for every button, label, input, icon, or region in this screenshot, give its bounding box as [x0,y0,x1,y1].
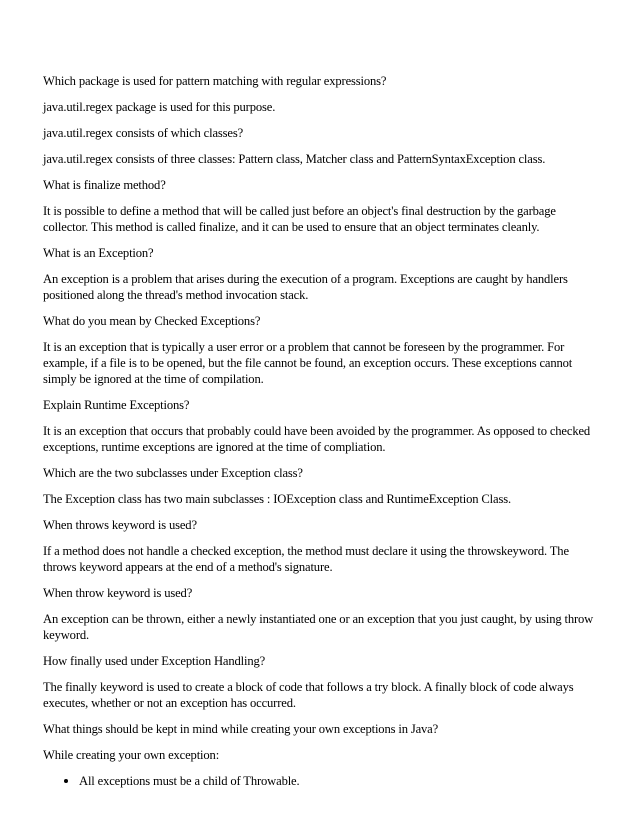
answer-text: While creating your own exception: [43,748,220,762]
answer-text: It is an exception that is typically a user error or a problem that cannot be foreseen by the programmer. For example, if a file is to be opened, but the file cannot be found, an exception occurs. These exceptions cannot simply be ignored at the time of compilation. [43,340,573,386]
question-text: Which are the two subclasses under Exception class? [43,466,303,480]
question-text: What is finalize method? [43,178,166,192]
answer-text: It is an exception that occurs that probably could have been avoided by the programmer. As opposed to checked exceptions, runtime exceptions are ignored at the time of compliation. [43,424,591,454]
bullet-icon [64,779,68,783]
answer-text: java.util.regex package is used for this purpose. [43,100,276,114]
answer-text: An exception is a problem that arises during the execution of a program. Exceptions are caught by handlers positioned along the thread's method invocation stack. [43,272,568,302]
answer-text: If a method does not handle a checked exception, the method must declare it using the throwskeyword. The throws keyword appears at the end of a method's signature. [43,544,569,574]
question-text: How finally used under Exception Handling? [43,654,266,668]
question-text: What is an Exception? [43,246,154,260]
question-text: What things should be kept in mind while creating your own exceptions in Java? [43,722,439,736]
question-text: When throw keyword is used? [43,586,193,600]
question-text: Explain Runtime Exceptions? [43,398,190,412]
question-text: When throws keyword is used? [43,518,197,532]
answer-text: The Exception class has two main subclasses : IOException class and RuntimeException Class. [43,492,511,506]
question-text: java.util.regex consists of which classes? [43,126,244,140]
answer-text: java.util.regex consists of three classes: Pattern class, Matcher class and PatternSyntaxException class. [43,152,546,166]
list-item-text: All exceptions must be a child of Throwable. [79,774,300,788]
list-item [43,773,603,789]
bullet-list [43,773,603,789]
answer-text: It is possible to define a method that will be called just before an object's final destruction by the garbage collector. This method is called finalize, and it can be used to ensure that an object terminates cleanly. [43,204,556,234]
answer-text: An exception can be thrown, either a newly instantiated one or an exception that you just caught, by using throw keyword. [43,612,594,642]
question-text: Which package is used for pattern matching with regular expressions? [43,74,387,88]
document-content [43,73,603,789]
answer-text: The finally keyword is used to create a block of code that follows a try block. A finally block of code always executes, whether or not an exception has occurred. [43,680,574,710]
question-text: What do you mean by Checked Exceptions? [43,314,261,328]
